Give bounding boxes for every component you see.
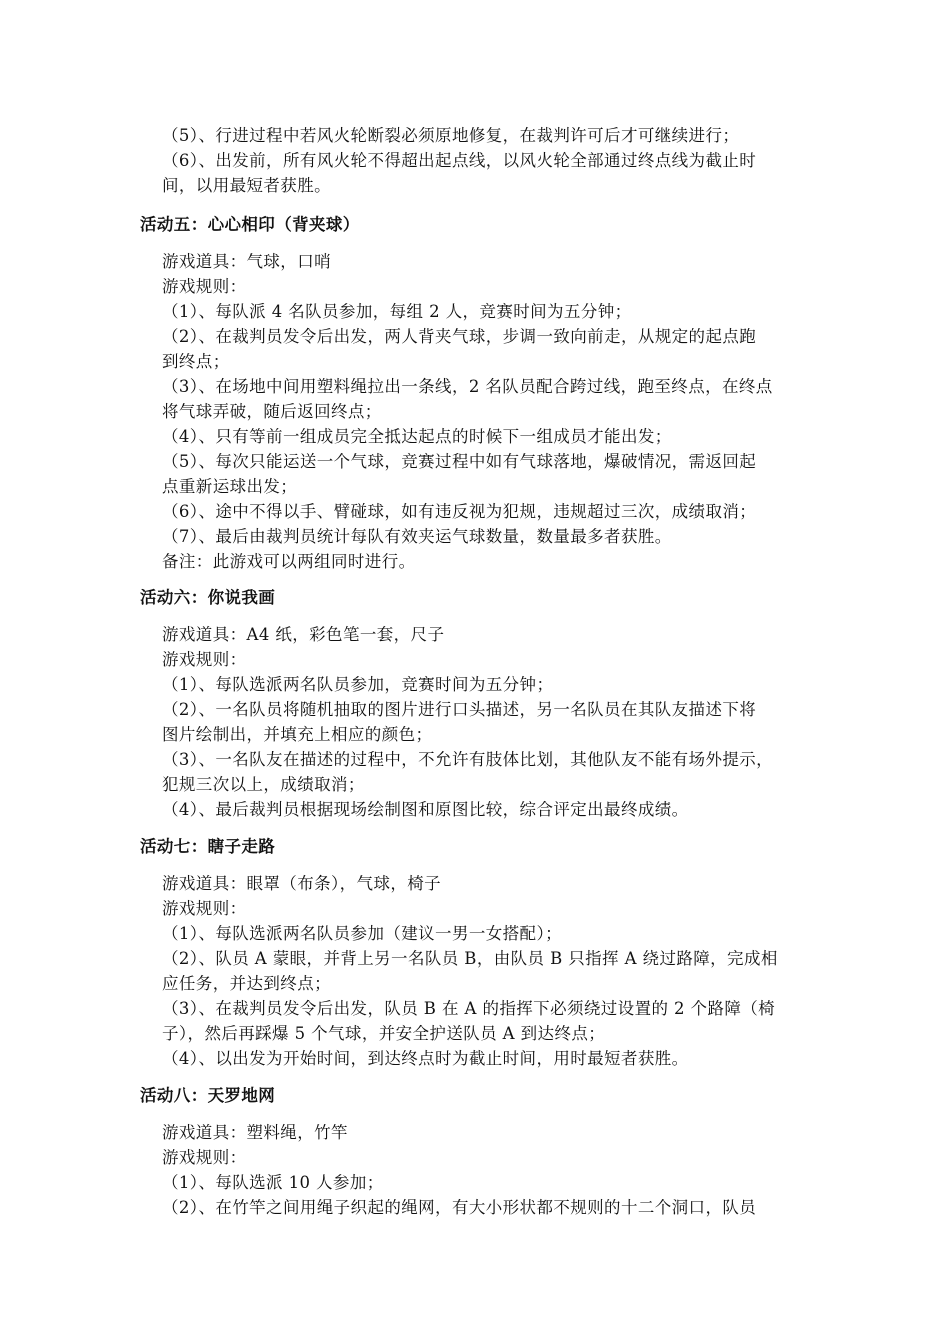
activity-8-body (140, 1120, 875, 1220)
act5-line-3: （1）、每队派 4 名队员参加，每组 2 人，竞赛时间为五分钟； (162, 302, 632, 321)
act5-line-1: 游戏道具：气球，口哨 (162, 252, 331, 271)
act5-line-5: 到终点； (162, 352, 230, 371)
act7-line-6: （3）、在裁判员发令后出发，队员 B 在 A 的指挥下必须绕过设置的 2 个路障（椅 (162, 999, 776, 1018)
act5-line-13: 备注：此游戏可以两组同时进行。 (162, 552, 416, 571)
activity-5-title: 活动五：心心相印（背夹球） (140, 215, 360, 234)
activity-6-section (140, 585, 875, 610)
act5-line-11: （6）、途中不得以手、臂碰球，如有违反视为犯规，违规超过三次，成绩取消； (162, 502, 757, 521)
act6-line-3: （1）、每队选派两名队员参加，竞赛时间为五分钟； (162, 675, 554, 694)
act6-line-2: 游戏规则： (162, 650, 247, 669)
activity-5-body (140, 249, 875, 574)
act5-line-6: （3）、在场地中间用塑料绳拉出一条线，2 名队员配合跨过线，跑至终点，在终点 (162, 377, 773, 396)
act6-line-5: 图片绘制出，并填充上相应的颜色； (162, 725, 433, 744)
act6-line-4: （2）、一名队员将随机抽取的图片进行口头描述，另一名队员在其队友描述下将 (162, 700, 757, 719)
activity-8-section (140, 1083, 875, 1108)
act5-line-7: 将气球弄破，随后返回终点； (162, 402, 382, 421)
activity-6-title: 活动六：你说我画 (140, 588, 276, 607)
act7-line-2: 游戏规则： (162, 899, 247, 918)
act6-line-8: （4）、最后裁判员根据现场绘制图和原图比较，综合评定出最终成绩。 (162, 800, 689, 819)
act6-line-1: 游戏道具：A4 纸，彩色笔一套，尺子 (162, 625, 445, 644)
act6-line-6: （3）、一名队友在描述的过程中，不允许有肢体比划，其他队友不能有场外提示， (162, 750, 774, 769)
act5-line-4: （2）、在裁判员发令后出发，两人背夹气球，步调一致向前走，从规定的起点跑 (162, 327, 757, 346)
act5-line-2: 游戏规则： (162, 277, 247, 296)
act5-line-12: （7）、最后由裁判员统计每队有效夹运气球数量，数量最多者获胜。 (162, 527, 672, 546)
intro-line-1: （5）、行进过程中若风火轮断裂必须原地修复，在裁判许可后才可继续进行； (162, 126, 740, 145)
act7-line-8: （4）、以出发为开始时间，到达终点时为截止时间，用时最短者获胜。 (162, 1049, 689, 1068)
activity-8-title: 活动八：天罗地网 (140, 1086, 276, 1105)
act7-line-5: 应任务，并达到终点； (162, 974, 331, 993)
act5-line-10: 点重新运球出发； (162, 477, 298, 496)
activity-7-section (140, 834, 875, 859)
act6-line-7: 犯规三次以上，成绩取消； (162, 775, 365, 794)
act8-line-3: （1）、每队选派 10 人参加； (162, 1173, 384, 1192)
act7-line-1: 游戏道具：眼罩（布条），气球，椅子 (162, 874, 442, 893)
act5-line-9: （5）、每次只能运送一个气球，竞赛过程中如有气球落地，爆破情况，需返回起 (162, 452, 757, 471)
act8-line-4: （2）、在竹竿之间用绳子织起的绳网，有大小形状都不规则的十二个洞口，队员 (162, 1198, 757, 1217)
activity-6-body (140, 622, 875, 822)
intro-line-2: （6）、出发前，所有风火轮不得超出起点线，以风火轮全部通过终点线为截止时 (162, 151, 757, 170)
activity-7-title: 活动七：瞎子走路 (140, 837, 276, 856)
act8-line-2: 游戏规则： (162, 1148, 247, 1167)
act5-line-8: （4）、只有等前一组成员完全抵达起点的时候下一组成员才能出发； (162, 427, 672, 446)
activity-5-section (140, 212, 875, 237)
activity-7-body (140, 871, 875, 1071)
act8-line-1: 游戏道具：塑料绳，竹竿 (162, 1123, 348, 1142)
act7-line-7: 子），然后再踩爆 5 个气球，并安全护送队员 A 到达终点； (162, 1024, 606, 1043)
act7-line-3: （1）、每队选派两名队员参加（建议一男一女搭配）； (162, 924, 562, 943)
intro-line-3: 间，以用最短者获胜。 (162, 176, 331, 195)
intro-section (140, 123, 875, 198)
act7-line-4: （2）、队员 A 蒙眼，并背上另一名队员 B，由队员 B 只指挥 A 绕过路障，完成相 (162, 949, 778, 968)
